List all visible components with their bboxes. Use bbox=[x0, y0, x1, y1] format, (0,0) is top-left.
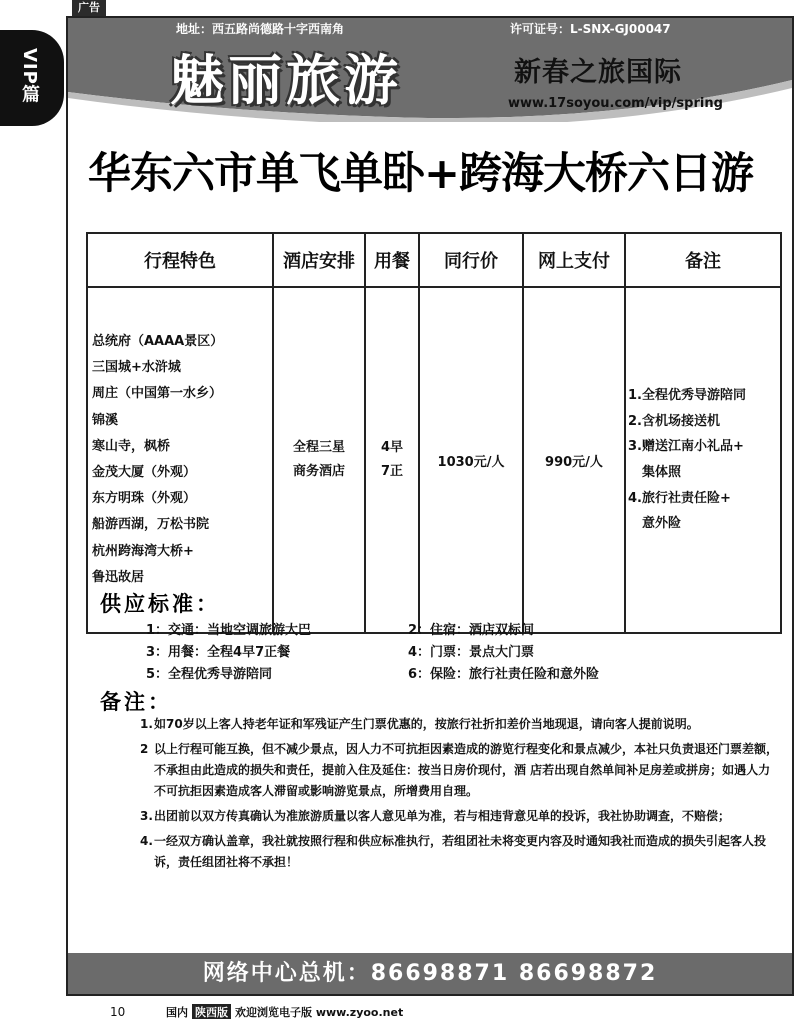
supply-heading: 供应标准： bbox=[100, 592, 220, 616]
supply-row bbox=[146, 620, 746, 642]
remarks-list bbox=[140, 714, 780, 877]
supply-item: 6：保险：旅行社责任险和意外险 bbox=[408, 667, 600, 682]
highlight-item: 总统府（AAAA景区） bbox=[92, 333, 224, 349]
page-title: 华东六市单飞单卧+跨海大桥六日游 bbox=[88, 149, 754, 199]
remark-number: 4. bbox=[140, 834, 153, 848]
remark-text: 一经双方确认盖章，我社就按照行程和供应标准执行，若组团社未将变更内容及时通知我社而造成的损失引起客人投诉，责任组团社将不承担！ bbox=[154, 834, 767, 869]
remark-item bbox=[140, 739, 780, 802]
table-row bbox=[87, 287, 781, 633]
hotel-line: 商务酒店 bbox=[292, 464, 345, 479]
highlight-item: 东方明珠（外观） bbox=[92, 491, 197, 507]
meals-dinner: 7正 bbox=[380, 464, 404, 479]
highlight-item: 杭州跨海湾大桥+ bbox=[92, 543, 194, 559]
header-url[interactable]: www.17soyou.com/vip/spring bbox=[508, 96, 723, 111]
online-price-cell: 990元/人 bbox=[523, 287, 625, 633]
side-tab-label: VIP篇 bbox=[19, 48, 40, 104]
supply-item: 1：交通：当地空调旅游大巴 bbox=[146, 623, 312, 638]
hotel-cell bbox=[273, 287, 365, 633]
side-tab-vip bbox=[0, 30, 64, 126]
col-notes: 备注 bbox=[625, 233, 781, 287]
highlight-item: 船游西湖，万松书院 bbox=[92, 517, 210, 533]
ad-label: 广告 bbox=[72, 0, 106, 16]
col-peer-price: 同行价 bbox=[419, 233, 523, 287]
highlight-item: 寒山寺，枫桥 bbox=[92, 438, 171, 454]
highlight-item: 周庄（中国第一水乡） bbox=[92, 386, 223, 402]
col-online-price: 网上支付 bbox=[523, 233, 625, 287]
meals-cell bbox=[365, 287, 419, 633]
meals-breakfast: 4早 bbox=[380, 440, 404, 455]
footer-region: 国内 bbox=[166, 1006, 188, 1019]
footer-edition: 陕西版 bbox=[192, 1004, 231, 1019]
supply-item: 5：全程优秀导游陪同 bbox=[146, 667, 273, 682]
table-header-row bbox=[87, 233, 781, 287]
footer-welcome[interactable]: 欢迎浏览电子版 www.zyoo.net bbox=[235, 1006, 404, 1019]
supply-item: 2：住宿：酒店双标间 bbox=[408, 623, 535, 638]
supply-row bbox=[146, 664, 746, 686]
remarks-heading: 备注： bbox=[100, 690, 172, 714]
page-footer bbox=[110, 1004, 403, 1019]
remark-number: 3. bbox=[140, 809, 153, 823]
note-item: 意外险 bbox=[642, 516, 682, 532]
hotel-line: 全程三星 bbox=[292, 440, 345, 455]
header-license: 许可证号：L-SNX-GJ00047 bbox=[510, 22, 671, 36]
highlight-item: 锦溪 bbox=[92, 412, 119, 428]
highlights-cell bbox=[87, 287, 273, 633]
remark-item bbox=[140, 714, 780, 735]
note-item: 集体照 bbox=[642, 465, 682, 480]
col-highlights: 行程特色 bbox=[87, 233, 273, 287]
remark-text: 如70岁以上客人持老年证和军残证产生门票优惠的，按旅行社折扣差价当地现退，请向客人提前说明。 bbox=[154, 717, 699, 731]
supply-item: 3：用餐：全程4早7正餐 bbox=[146, 645, 291, 660]
note-item: 4.旅行社责任险+ bbox=[628, 490, 731, 506]
remark-number: 2 bbox=[140, 742, 149, 756]
itinerary-table bbox=[86, 232, 782, 634]
supply-list bbox=[146, 620, 746, 686]
col-meals: 用餐 bbox=[365, 233, 419, 287]
remark-text: 以上行程可能互换，但不减少景点，因人力不可抗拒因素造成的游览行程变化和景点减少，本社只负责退还门票差额，不承担由此造成的损失和责任，提前入住及延住：按当日房价现付，酒 店若出现自然单间补足房差或拼房；如遇人力不可抗拒因素造成客人滞留或影响游览景点，所增费用自理。 bbox=[154, 742, 779, 798]
col-hotel: 酒店安排 bbox=[273, 233, 365, 287]
highlight-item: 鲁迅故居 bbox=[92, 569, 145, 585]
supply-row bbox=[146, 642, 746, 664]
hotline-banner: 网络中心总机：86698871 86698872 bbox=[68, 953, 792, 994]
remark-item bbox=[140, 806, 780, 827]
highlight-item: 金茂大厦（外观） bbox=[92, 465, 197, 480]
supply-item: 4：门票：景点大门票 bbox=[408, 645, 535, 660]
remark-item bbox=[140, 831, 780, 873]
note-item: 2.含机场接送机 bbox=[628, 413, 720, 429]
highlight-item: 三国城+水浒城 bbox=[92, 360, 181, 376]
brand-name: 新春之旅国际 bbox=[514, 57, 682, 88]
peer-price-cell: 1030元/人 bbox=[419, 287, 523, 633]
notes-cell bbox=[625, 287, 781, 633]
header-address: 地址：西五路尚德路十字西南角 bbox=[176, 22, 345, 36]
page-number: 10 bbox=[110, 1005, 126, 1019]
logo: 魅丽旅游 bbox=[170, 48, 402, 112]
note-item: 3.赠送江南小礼品+ bbox=[628, 439, 744, 455]
remark-number: 1. bbox=[140, 717, 153, 731]
remark-text: 出团前以双方传真确认为准旅游质量以客人意见单为准，若与相违背意见单的投诉，我社协助调查，不赔偿； bbox=[154, 809, 731, 823]
note-item: 1.全程优秀导游陪同 bbox=[628, 387, 746, 403]
